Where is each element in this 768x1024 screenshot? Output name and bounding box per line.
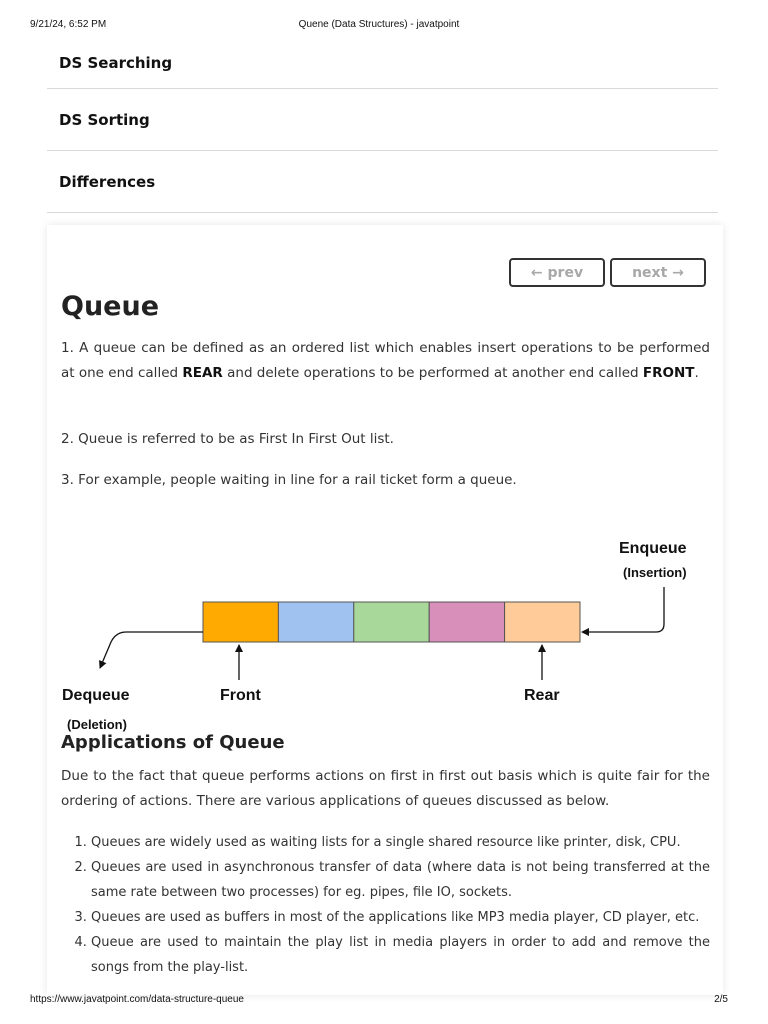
queue-cell-2 (278, 602, 353, 642)
intro-paragraph-3: 3. For example, people waiting in line for a rail ticket form a queue. (61, 472, 517, 488)
deletion-label: (Deletion) (67, 717, 127, 732)
queue-cells (203, 602, 580, 642)
prev-button[interactable]: ← prev (509, 258, 605, 287)
applications-list (61, 830, 710, 980)
print-page-title: Quene (Data Structures) - javatpoint (298, 19, 460, 30)
enqueue-arrow (582, 587, 664, 632)
print-datetime: 9/21/24, 6:52 PM (30, 19, 107, 30)
list-item: 1. Queues are widely used as waiting lists for a single shared resource like printer, disk, CPU. (91, 830, 710, 855)
list-item: 2. Queues are used in asynchronous transfer of data (where data is not being transferred at the same rate between two processes) for eg. pipes, file IO, sockets. (91, 855, 710, 905)
applications-intro: Due to the fact that queue performs actions on first in first out basis which is quite fair for the ordering of actions. There are various applications of queues discussed as below. (61, 768, 710, 809)
rear-term: REAR (182, 365, 223, 381)
queue-cell-3 (354, 602, 429, 642)
intro-text: and delete operations to be performed at another end called (222, 365, 643, 381)
queue-cell-5 (505, 602, 580, 642)
dequeue-label: Dequeue (62, 687, 130, 704)
menu-item-ds-searching[interactable]: DS Searching (47, 33, 718, 89)
intro-text: . (694, 365, 699, 381)
queue-cell-1 (203, 602, 278, 642)
menu-item-differences[interactable]: Differences (47, 151, 718, 213)
insertion-label: (Insertion) (623, 565, 687, 580)
page-title: Queue (61, 291, 160, 322)
print-url: https://www.javatpoint.com/data-structure-queue (30, 994, 244, 1005)
enqueue-label: Enqueue (619, 540, 687, 557)
front-label: Front (220, 687, 261, 704)
front-term: FRONT (642, 365, 695, 381)
intro-paragraph-2: 2. Queue is referred to be as First In First Out list. (61, 431, 394, 447)
menu-item-ds-sorting[interactable]: DS Sorting (47, 89, 718, 151)
next-button[interactable]: next → (610, 258, 706, 287)
list-item: 3. Queues are used as buffers in most of the applications like MP3 media player, CD player, etc. (91, 905, 710, 930)
intro-text: 1. A queue can be defined as an ordered list which enables insert operations to be performed at one end called (61, 340, 710, 381)
applications-heading: Applications of Queue (61, 732, 285, 753)
rear-label: Rear (524, 687, 560, 704)
list-item: 4. Queue are used to maintain the play list in media players in order to add and remove the songs from the play-list. (91, 930, 710, 980)
print-footer (30, 994, 728, 1008)
queue-cell-4 (429, 602, 504, 642)
page-number: 2/5 (714, 994, 728, 1005)
dequeue-arrow (100, 632, 203, 668)
